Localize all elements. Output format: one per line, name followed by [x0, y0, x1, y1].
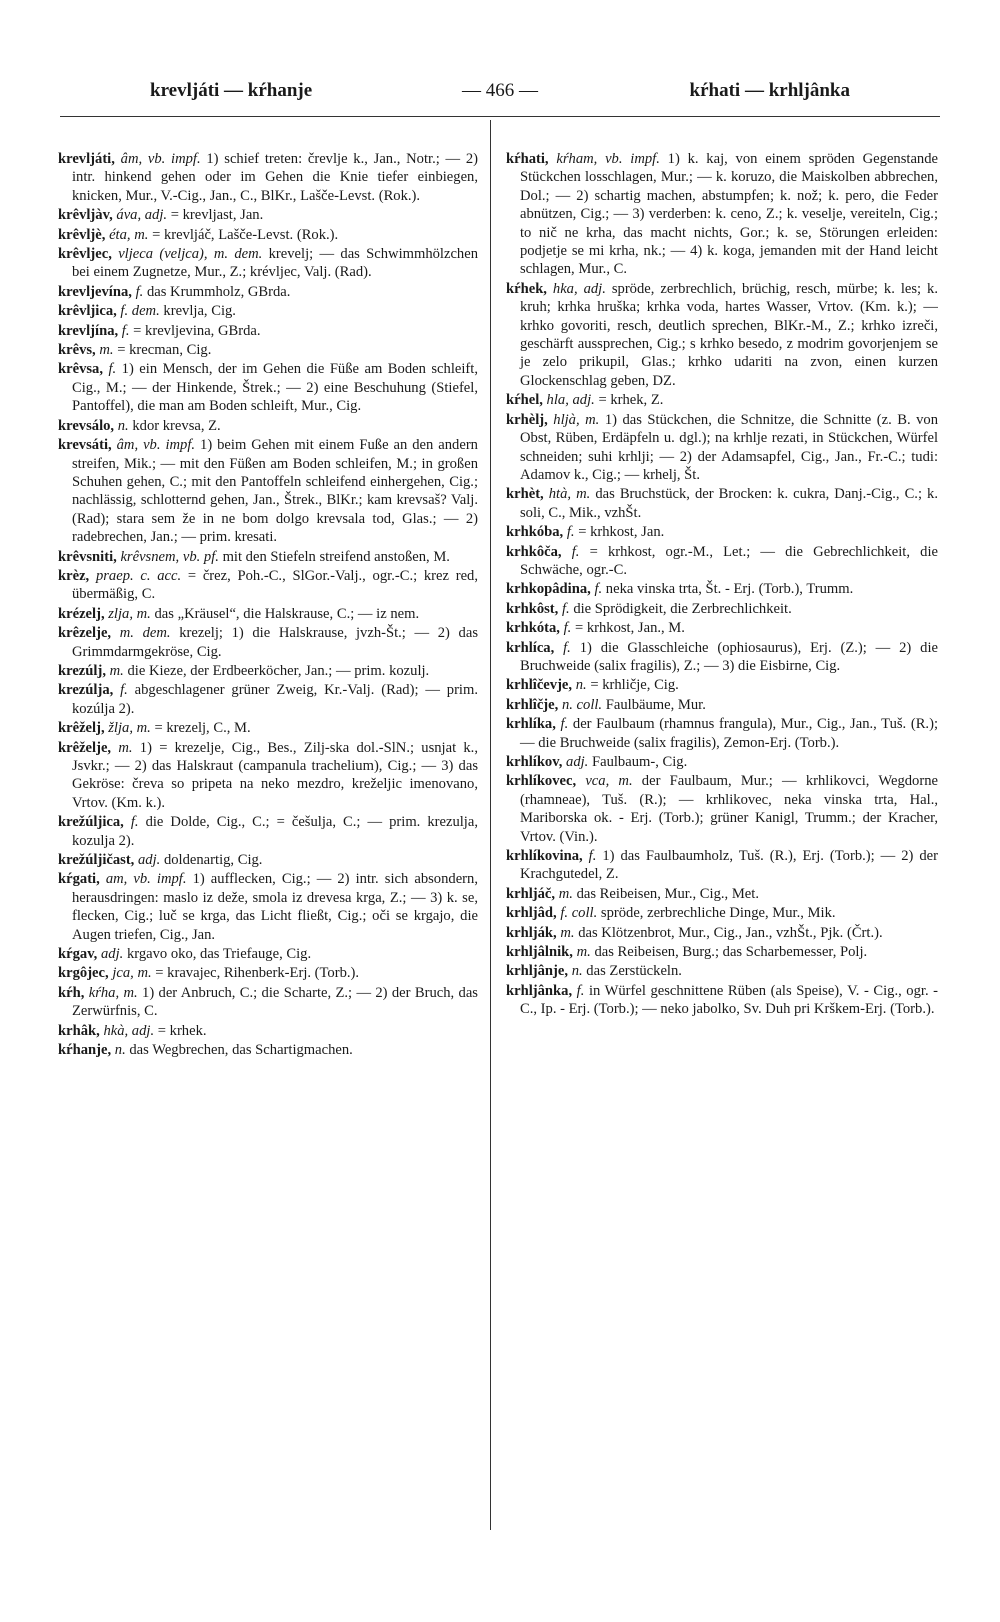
headword: kŕgav, [58, 946, 98, 963]
headword: krêvsa, [58, 361, 103, 378]
grammar-note: f. [594, 581, 603, 598]
grammar-note: n. coll. [561, 696, 603, 713]
dictionary-entry [506, 924, 938, 942]
headword: krhljâlnik, [506, 944, 573, 961]
dictionary-entry [506, 150, 938, 279]
dictionary-entry [58, 283, 478, 301]
definition: = kravajec, Rihenberk-Erj. (Torb.). [155, 965, 360, 982]
headword: krgôjec, [58, 965, 109, 982]
headword: kŕhanje, [58, 1042, 112, 1059]
dictionary-entry [58, 739, 478, 813]
headword: krêželje, [58, 739, 112, 756]
definition: der Faulbaum, Mur.; — krhlikovci, Wegdorne (rhamneae), Tuš. (R.); — krhlikovec, neka vinska trta, Hal., Mariborska ok. - Erj. (Torb.); grüner Kanigl, Trumm.; der Kracher, Vrtov. (Vin.). [520, 773, 938, 845]
grammar-note: n. [117, 417, 129, 434]
definition: = krevljast, Jan. [170, 207, 264, 224]
headword: krhkôst, [506, 600, 559, 617]
headword: krhâk, [58, 1022, 100, 1039]
dictionary-entry [506, 485, 938, 522]
definition: die Sprödigkeit, die Zerbrechlichkeit. [573, 600, 792, 617]
headword: krhlíka, [506, 716, 556, 733]
grammar-note: m. [576, 944, 591, 961]
grammar-note: hljà, m. [553, 411, 600, 428]
definition: 1) k. kaj, von einem spröden Gegenstande Stückchen losschlagen, Mur.; — k. koruzo, die Maiskolben abbrechen, Dol.; — 2) schartig machen, abstumpfen; k. nož; k. pero, die Feder abnützen, Cig.; — 3) verderben: k. ceno, Z.; k. veselje, vereiteln, Cig.; to nič ne krha, das macht nichts, Gor.; k. se, Störungen erleiden: podjetje se mi krha, nk.; — 4) k. koga, jemanden mit der Hand leicht schlagen, Mur., C. [520, 151, 938, 278]
dictionary-entry [506, 280, 938, 390]
definition: 1) die Glasschleiche (ophiosaurus), Erj. (Z.); — 2) die Bruchweide (salix fragilis), Z.; — 3) die Eisbirne, Cig. [520, 639, 938, 674]
headword: krhlíkovina, [506, 848, 583, 865]
headword: kŕhati, [506, 151, 549, 167]
headword: krêvljica, [58, 303, 117, 320]
dictionary-entry [58, 870, 478, 944]
dictionary-entry [58, 1022, 478, 1040]
definition: abgeschlagener grüner Zweig, Kr.-Valj. (Rad); — prim. kozúlja 2). [72, 682, 478, 717]
dictionary-entry [58, 851, 478, 869]
grammar-note: f. coll. [560, 905, 598, 922]
headword: krezúlj, [58, 662, 106, 679]
definition: 1) beim Gehen mit einem Fuße an den andern streifen, Mik.; — mit den Füßen am Boden schleifen, M.; in großen Schuhen gehen, C.; mit den Pantoffeln schleifend einhergehen, Cig.; nachlässig, schlotternd gehen, Jan., Štrek., BlKr.; kam krevsaš? Valj. (Rad); stara sem že in ne bom dolgo krevsala tod, Glas.; — 2) radebrechen, Jan.; — prim. kresati. [72, 437, 478, 546]
dictionary-entry [58, 945, 478, 963]
headword: krêvljec, [58, 246, 112, 263]
headword: krežúljica, [58, 814, 124, 831]
definition: krevelj; — das Schwimmhölzchen bei einem Zugnetze, Mur., Z.; krévljec, Valj. (Rad). [72, 246, 478, 281]
definition: doldenartig, Cig. [163, 852, 263, 869]
dictionary-entry [506, 904, 938, 922]
dictionary-entry [506, 715, 938, 752]
headword: krèz, [58, 567, 90, 584]
grammar-note: âm, vb. impf. [120, 151, 201, 167]
dictionary-entry [58, 548, 478, 566]
headword: krhlîčevje, [506, 677, 573, 694]
definition: 1) der Anbruch, C.; die Scharte, Z.; — 2) der Bruch, das Zerwürfnis, C. [72, 984, 478, 1020]
headword: krhlîčje, [506, 696, 559, 713]
definition: das Wegbrechen, das Schartigmachen. [129, 1042, 353, 1059]
dictionary-entry [506, 676, 938, 694]
headword: krêželj, [58, 720, 105, 737]
headword: krhljânka, [506, 982, 573, 999]
dictionary-entry [506, 600, 938, 618]
right-column [506, 150, 938, 1610]
grammar-note: áva, adj. [116, 207, 168, 224]
dictionary-entry [58, 662, 478, 680]
definition: = krevljáč, Lašče-Levst. (Rok.). [152, 226, 339, 243]
dictionary-entry [506, 943, 938, 961]
dictionary-entry [506, 543, 938, 580]
definition: = krezelj, C., M. [154, 720, 251, 737]
grammar-note: adj. [100, 946, 124, 963]
definition: = krhkost, Jan., M. [574, 620, 685, 637]
definition: das Bruchstück, der Brocken: k. cukra, Danj.-Cig., C.; k. soli, C., Mik., vzhŠt. [520, 486, 938, 521]
definition: krevlja, Cig. [163, 303, 236, 320]
dictionary-entry [58, 436, 478, 546]
dictionary-entry [506, 411, 938, 485]
grammar-note: f. [588, 848, 597, 865]
definition: die Kieze, der Erdbeerköcher, Jan.; — prim. kozulj. [127, 662, 430, 679]
grammar-note: f. dem. [120, 303, 160, 320]
definition: Faulbäume, Mur. [605, 696, 706, 713]
grammar-note: éta, m. [109, 226, 149, 243]
definition: das Krummholz, GBrda. [146, 283, 291, 300]
grammar-note: âm, vb. impf. [116, 437, 196, 454]
headword: krhljáč, [506, 885, 556, 902]
grammar-note: f. [121, 322, 130, 339]
headword: krežúljičast, [58, 852, 135, 869]
definition: der Faulbaum (rhamnus frangula), Mur., Cig., Jan., Tuš. (R.); — die Bruchweide (salix fragilis), Zemon-Erj. (Torb.). [520, 716, 938, 751]
definition: krgavo oko, das Triefauge, Cig. [126, 946, 312, 963]
headword: krhèt, [506, 486, 544, 503]
definition: = krhkost, Jan. [578, 524, 665, 541]
grammar-note: htà, m. [548, 486, 591, 503]
headword: krêvsniti, [58, 548, 117, 565]
definition: = krecman, Cig. [117, 342, 212, 359]
dictionary-entry [506, 772, 938, 846]
definition: mit den Stiefeln streifend anstoßen, M. [222, 548, 450, 565]
definition: 1) das Stückchen, die Schnitze, die Schnitte (z. B. von Obst, Rüben, Erdäpfeln u. dgl.); na krhlje rezati, in Stückchen, Würfel schneiden; suhi krhlji; — 2) der Adamsapfel, Cig., Jan., Fr.-C.; tudi: Adamov k., Cig.; — krhelj, Št. [520, 411, 938, 483]
headword: krhlíkov, [506, 754, 563, 770]
headword: krevljevína, [58, 283, 132, 300]
grammar-note: praep. c. acc. [95, 567, 182, 584]
dictionary-entry [58, 681, 478, 718]
headword: krhlíkovec, [506, 773, 577, 790]
definition: = krhličje, Cig. [590, 677, 679, 694]
grammar-note: m. [109, 662, 124, 679]
grammar-note: f. [560, 716, 569, 733]
dictionary-entry [58, 1041, 478, 1059]
definition: das „Kräusel“, die Halskrause, C.; — iz nem. [154, 605, 420, 622]
header-rule [60, 116, 940, 117]
grammar-note: m. [118, 739, 133, 756]
definition: 1) = krezelje, Cig., Bes., Zilj-ska dol.-SlN.; usnjat k., Jsvkr.; — 2) das Halskraut (campanula trachelium), Cig.; — 3) das Gekröse: čreva so pripeta na neko mezdro, kreželjic imenovano, Vrtov. (Km. k.). [72, 739, 478, 811]
grammar-note: am, vb. impf. [105, 871, 187, 888]
headword: krezúlja, [58, 682, 114, 699]
dictionary-entry [58, 341, 478, 359]
grammar-note: n. [114, 1042, 126, 1059]
headword: krhlíca, [506, 639, 555, 656]
headword: krhkóta, [506, 620, 560, 637]
grammar-note: zlja, m. [108, 605, 151, 622]
grammar-note: adj. [138, 852, 161, 869]
dictionary-entry [506, 885, 938, 903]
dictionary-entry [58, 984, 478, 1021]
headword: krêvljàv, [58, 207, 113, 224]
dictionary-entry [506, 962, 938, 980]
dictionary-entry [58, 245, 478, 282]
headword: krhkôča, [506, 543, 562, 560]
definition: 1) das Faulbaumholz, Tuš. (R.), Erj. (Torb.); — 2) der Krachgutedel, Z. [520, 848, 938, 883]
definition: = krhek. [157, 1022, 207, 1039]
grammar-note: m. [560, 924, 575, 941]
headword: krhlják, [506, 924, 557, 941]
dictionary-entry [58, 417, 478, 435]
dictionary-entry [506, 847, 938, 884]
grammar-note: f. [120, 682, 128, 699]
definition: 1) schief treten: črevlje k., Jan., Notr.; — 2) intr. hinkend gehen oder im Gehen die Knie tiefer einbiegen, knicken, Mur., V.-Cig., Jan., C., BlKr., Lašče-Levst. (Rok.). [72, 151, 478, 204]
grammar-note: vljeca (veljca), m. dem. [118, 246, 263, 263]
headword: krêzelje, [58, 625, 112, 642]
definition: die Dolde, Cig., C.; = češulja, C.; — prim. krezulja, kozulja 2). [72, 814, 478, 849]
headword: kŕhel, [506, 392, 543, 409]
column-divider [490, 120, 491, 1530]
dictionary-entry [58, 322, 478, 340]
headword: krevsáti, [58, 437, 112, 454]
headword: krhkopâdina, [506, 581, 591, 598]
dictionary-entry [506, 639, 938, 676]
headword: krézelj, [58, 605, 105, 622]
dictionary-entry [58, 302, 478, 320]
definition: spröde, zerbrechliche Dinge, Mur., Mik. [600, 905, 836, 922]
headword: krhljânje, [506, 963, 569, 980]
header-left-guideword: krevljáti — kŕhanje [150, 80, 313, 101]
headword: krhkóba, [506, 524, 564, 541]
definition: das Klötzenbrot, Mur., Cig., Jan., vzhŠt., Pjk. (Črt.). [578, 924, 883, 941]
left-column [58, 150, 478, 1610]
grammar-note: f. [130, 814, 139, 831]
dictionary-entry [506, 391, 938, 409]
headword: krevljína, [58, 322, 119, 339]
dictionary-entry [58, 206, 478, 224]
definition: in Würfel geschnittene Rüben (als Speise), V. - Cig., ogr. - C., Ip. - Erj. (Torb.); — neko jabolko, Sv. Duh pri Krškem-Erj. (Torb.). [520, 982, 938, 1018]
dictionary-entry [58, 360, 478, 415]
grammar-note: f. [108, 361, 117, 378]
dictionary-entry [506, 982, 938, 1019]
dictionary-entry [58, 813, 478, 850]
grammar-note: hla, adj. [546, 392, 595, 409]
headword: krêvs, [58, 342, 96, 359]
dictionary-entry [58, 605, 478, 623]
grammar-note: f. [576, 982, 585, 999]
definition: neka vinska trta, Št. - Erj. (Torb.), Trumm. [605, 581, 854, 598]
headword: krevljáti, [58, 151, 115, 167]
grammar-note: kŕha, m. [88, 984, 138, 1001]
grammar-note: adj. [566, 754, 589, 770]
definition: kdor krevsa, Z. [132, 417, 221, 434]
definition: = krhkost, ogr.-M., Let.; — die Gebrechlichkeit, die Schwäche, ogr.-C. [520, 543, 938, 578]
headword: kŕgati, [58, 871, 100, 888]
grammar-note: n. [575, 677, 587, 694]
header-right-guideword: kŕhati — krhljânka [689, 80, 850, 101]
definition: krezelj; 1) die Halskrause, jvzh-Št.; — 2) das Grimmdarmgekröse, Cig. [72, 625, 478, 660]
headword: krhljâd, [506, 905, 557, 922]
grammar-note: jca, m. [112, 965, 152, 982]
dictionary-entry [58, 150, 478, 205]
headword: krhèlj, [506, 411, 548, 428]
grammar-note: m. [558, 885, 573, 902]
grammar-note: f. [135, 283, 144, 300]
dictionary-entry [58, 624, 478, 661]
dictionary-entry [506, 696, 938, 714]
definition: = krevljevina, GBrda. [133, 322, 261, 339]
grammar-note: hkà, adj. [103, 1022, 155, 1039]
dictionary-entry [58, 719, 478, 737]
dictionary-entry [58, 226, 478, 244]
grammar-note: n. [571, 963, 583, 980]
definition: Faulbaum-, Cig. [591, 754, 688, 770]
dictionary-entry [58, 567, 478, 604]
headword: kŕhek, [506, 280, 547, 297]
dictionary-entry [506, 523, 938, 541]
definition: das Reibeisen, Mur., Cig., Met. [576, 885, 759, 902]
dictionary-entry [506, 619, 938, 637]
dictionary-entry [506, 580, 938, 598]
headword: kŕh, [58, 984, 85, 1001]
headword: krevsálo, [58, 417, 115, 434]
definition: das Reibeisen, Burg.; das Scharbemesser, Polj. [594, 944, 868, 961]
grammar-note: f. [566, 524, 575, 541]
definition: 1) aufflecken, Cig.; — 2) intr. sich absondern, herausdringen: maslo iz deže, smola iz drevesa krga, Z.; — 3) k. se, flecken, Cig.; luč se krga, das Licht fließt, Cig.; oči se krgajo, die Augen triefen, Cig., Jan. [72, 871, 478, 943]
dictionary-entry [506, 753, 938, 771]
grammar-note: krêvsnem, vb. pf. [120, 548, 219, 565]
grammar-note: žlja, m. [108, 720, 151, 737]
headword: krêvljè, [58, 226, 106, 243]
page-header [150, 74, 850, 108]
definition: = krhek, Z. [598, 392, 664, 409]
grammar-note: hka, adj. [552, 280, 606, 297]
grammar-note: kŕham, vb. impf. [556, 151, 660, 167]
grammar-note: f. [571, 543, 580, 560]
page-number: — 466 — [462, 80, 538, 101]
definition: spröde, zerbrechlich, brüchig, resch, mürbe; k. les; k. kruh; krhka hruška; krhka voda, hartes Wasser, Vrtov. (Km. k.); — krhko govoriti, resch, deutlich sprechen, BlKr.-M., Z.; krhko izreči, geschärft aussprechen, Cig.; s krhko besedo, z modrim govorjenjem se je zelo prikupil, Glas.; krhko udariti na zvon, einen kurzen Glockenschlag geben, DZ. [520, 280, 938, 389]
definition: = črez, Poh.-C., SlGor.-Valj., ogr.-C.; krez red, übermäßig, C. [72, 567, 478, 603]
grammar-note: f. [563, 639, 571, 656]
grammar-note: m. dem. [119, 625, 171, 642]
grammar-note: f. [561, 600, 570, 617]
definition: 1) ein Mensch, der im Gehen die Füße am Boden schleift, Cig., M.; — der Hinkende, Štrek.; — 2) eine Beschuhung (Stiefel, Pantoffel), die man am Boden schleift, Mur., Cig. [72, 361, 478, 415]
dictionary-entry [58, 964, 478, 982]
grammar-note: f. [563, 620, 572, 637]
grammar-note: vca, m. [585, 773, 633, 790]
grammar-note: m. [99, 342, 114, 359]
definition: das Zerstückeln. [586, 963, 682, 980]
